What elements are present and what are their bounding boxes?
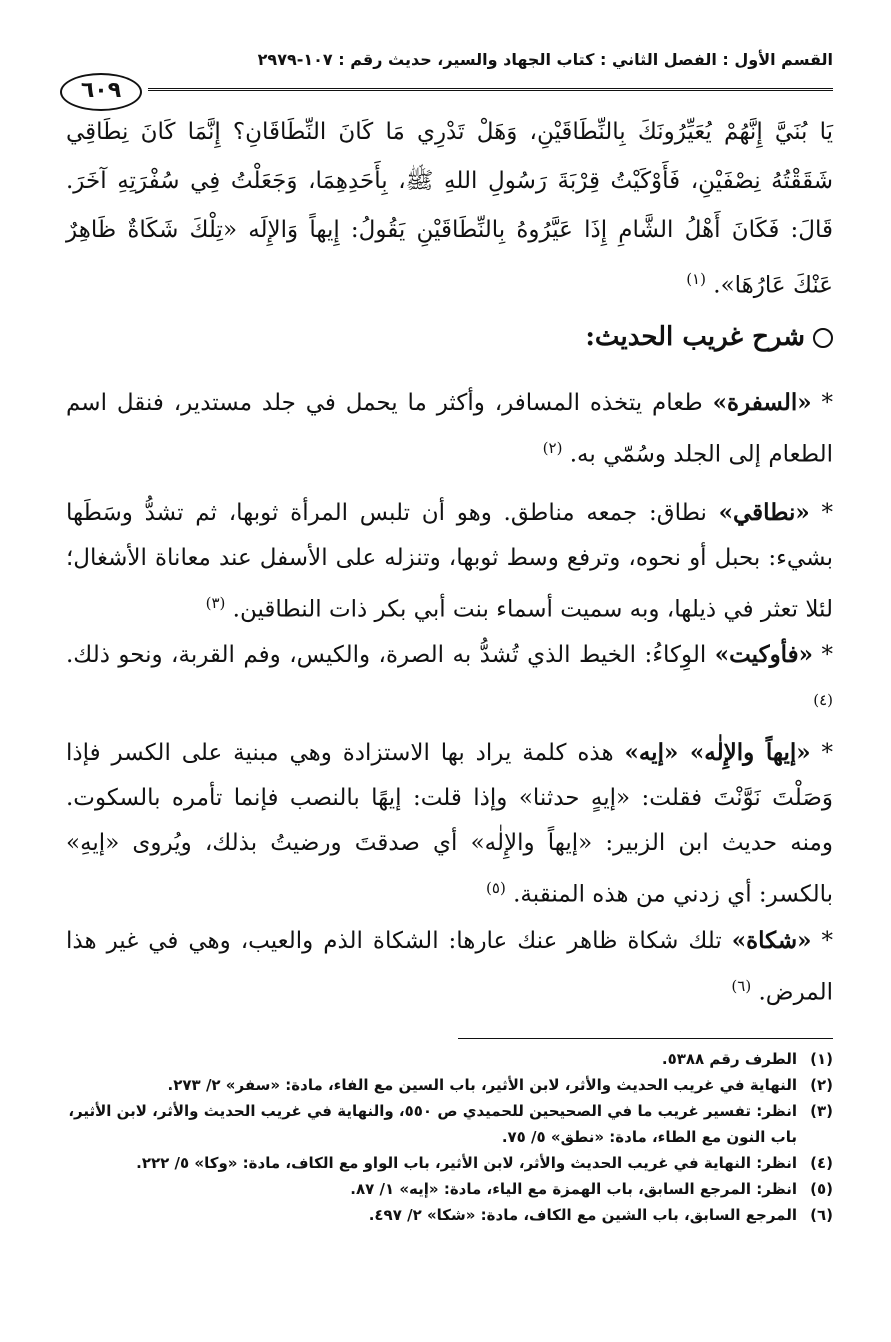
gloss-entry	[66, 380, 833, 478]
gloss-definition: الوِكاءُ: الخيط الذي تُشدُّ به الصرة، والكيس، وفم القربة، ونحو ذلك.	[66, 642, 715, 668]
footnote-text: المرجع السابق، باب الشين مع الكاف، مادة: «شكا» ٢/ ٤٩٧.	[368, 1206, 797, 1224]
gloss-definition: هذه كلمة يراد بها الاستزادة وهي مبنية على الكسر فإذا وَصَلْتَ نَوَّنْتَ فقلت: «إيهٍ حدثنا» وإذا قلت: إيهًا بالنصب فإنما تأمره بالسكوت. ومنه حديث ابن الزبير: «إيهاً والإِلٰه» أي صدقتَ ورضيتُ بذلك، ويُروى «إيهِ» بالكسر: أي زدني من هذه المنقبة.	[66, 740, 833, 908]
gloss-entry	[66, 918, 833, 1016]
gloss-definition: طعام يتخذه المسافر، وأكثر ما يحمل في جلد مستدير، فنقل اسم الطعام إلى الجلد وسُمّي به.	[66, 390, 833, 468]
gloss-definition: تلك شكاة ظاهر عنك عارها: الشكاة الذم والعيب، وهي في غير هذا المرض.	[66, 928, 833, 1006]
footnote-marker: (٦)	[731, 977, 752, 995]
gloss-entry	[66, 730, 833, 918]
footnotes	[60, 1046, 833, 1228]
footnote	[60, 1202, 833, 1228]
footnote-rule	[458, 1038, 833, 1039]
star-bullet: *	[821, 642, 834, 668]
section-heading	[585, 322, 833, 352]
footnote-text: انظر: المرجع السابق، باب الهمزة مع الياء، مادة: «إيه» ١/ ٨٧.	[350, 1180, 797, 1198]
gloss-term: «السفرة»	[712, 389, 812, 416]
footnote-number: (٢)	[810, 1076, 833, 1094]
gloss-entry	[66, 632, 833, 730]
footnote-text: النهاية في غريب الحديث والأثر، لابن الأثير، باب السين مع الفاء، مادة: «سفر» ٢/ ٢٧٣.	[167, 1076, 797, 1094]
gloss-term: «شكاة»	[731, 927, 812, 954]
star-bullet: *	[821, 390, 833, 416]
footnote-number: (١)	[810, 1050, 833, 1068]
star-bullet: *	[821, 500, 834, 526]
footnote-text: الطرف رقم ٥٣٨٨.	[661, 1050, 797, 1068]
gloss-term: «فأوكيت»	[714, 641, 814, 668]
footnote-marker: (١)	[686, 270, 706, 288]
gloss-definition: نطاق: جمعه مناطق. وهو أن تلبس المرأة ثوبها، ثم تشدُّ وسَطَها بشيء: بحبل أو نحوه، وترفع وسط ثوبها، وتنزله على الأسفل عند معاناة الأشغال؛ لئلا تعثر في ذيلها، وبه سميت أسماء بنت أبي بكر ذات النطاقين.	[66, 500, 833, 623]
header-rule	[148, 88, 833, 91]
footnote-number: (٤)	[810, 1154, 833, 1172]
footnote-text: انظر: النهاية في غريب الحديث والأثر، لابن الأثير، باب الواو مع الكاف، مادة: «وكا» ٥/ ٢٢٢.	[136, 1154, 797, 1172]
hadith-body: يَا بُنَيَّ إِنَّهُمْ يُعَيِّرُونَكَ بِالنِّطَاقَيْنِ، وَهَلْ تَدْرِي مَا كَانَ النِّطَاقَانِ؟ إِنَّمَا كَانَ نِطَاقِي شَقَقْتُهُ نِصْفَيْنِ، فَأَوْكَيْتُ قِرْبَةَ رَسُولِ اللهِ ﷺ، بِأَحَدِهِمَا، وَجَعَلْتُ فِي سُفْرَتِهِ آخَرَ. قَالَ: فَكَانَ أَهْلُ الشَّامِ إِذَا عَيَّرُوهُ بِالنِّطَاقَيْنِ يَقُولُ: إِيهاً وَالإِلَه «تِلْكَ شَكَاةٌ ظَاهِرٌ عَنْكَ عَارُهَا».	[66, 119, 833, 299]
footnote	[60, 1098, 833, 1150]
footnote-number: (٥)	[810, 1180, 833, 1198]
footnote-text: انظر: تفسير غريب ما في الصحيحين للحميدي ص ٥٥٠، والنهاية في غريب الحديث والأثر، لابن الأثير، باب النون مع الطاء، مادة: «نطق» ٥/ ٧٥.	[68, 1102, 797, 1146]
footnote	[60, 1150, 833, 1176]
footnote	[60, 1072, 833, 1098]
footnote-number: (٦)	[810, 1206, 833, 1224]
footnote-marker: (٢)	[542, 439, 563, 457]
footnote-number: (٣)	[810, 1102, 833, 1120]
running-header: القسم الأول : الفصل الثاني : كتاب الجهاد والسير، حديث رقم : ١٠٧-٢٩٧٩	[257, 50, 833, 69]
footnote	[60, 1176, 833, 1202]
hadith-text	[66, 108, 833, 311]
gloss-term: «نطاقي»	[718, 499, 810, 526]
footnote	[60, 1046, 833, 1072]
star-bullet: *	[821, 928, 834, 954]
circle-bullet-icon	[813, 328, 833, 348]
section-title: شرح غريب الحديث:	[585, 322, 805, 352]
footnote-marker: (٤)	[813, 691, 833, 709]
page-number: ٦٠٩	[60, 73, 142, 111]
star-bullet: *	[821, 740, 833, 766]
footnote-marker: (٣)	[205, 594, 226, 612]
gloss-entry	[66, 490, 833, 633]
gloss-term: «إيهاً والإِلٰه» «إيه»	[624, 739, 811, 766]
footnote-marker: (٥)	[486, 879, 506, 897]
